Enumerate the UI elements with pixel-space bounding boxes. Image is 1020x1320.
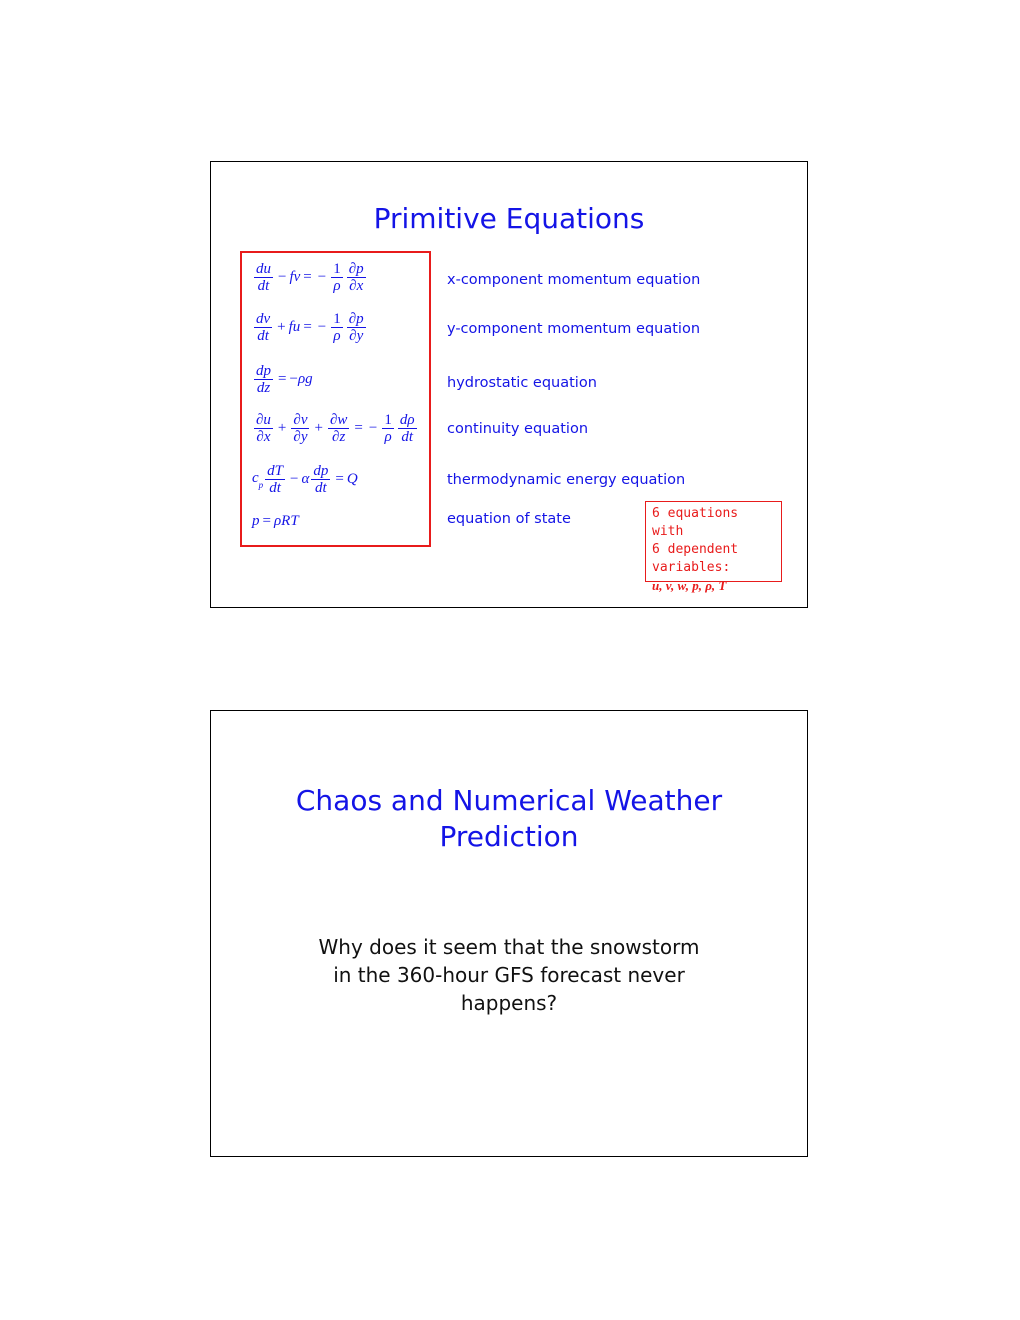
title-line: Chaos and Numerical Weather (295, 784, 723, 817)
slide-body (271, 933, 747, 1017)
slide-title: Primitive Equations (373, 202, 645, 235)
note-line: 6 equations with (652, 506, 739, 539)
label-x-momentum: x-component momentum equation (447, 272, 701, 288)
label-state: equation of state (447, 511, 571, 527)
note-line: variables: (652, 560, 731, 575)
variables-note (645, 501, 782, 593)
body-line: Why does it seem that the snowstorm (318, 935, 700, 959)
equation-hydrostatic: $\frac{dp}{dz}$ = − ρg (256, 363, 313, 396)
note-variables: u, v, w, p, ρ, T (652, 578, 727, 593)
label-thermodynamic: thermodynamic energy equation (447, 472, 686, 488)
equations-box (240, 251, 431, 547)
equation-thermodynamic: $c_p$ $\frac{dT}{dt}$ − α $\frac{dp}{dt}$ = Q (252, 463, 358, 496)
label-y-momentum: y-component momentum equation (447, 321, 701, 337)
equation-x-momentum: $\frac{du}{dt}$ − fv = − $\frac{1}{\rho}$ $\frac{\partial p}{\partial x}$ (256, 261, 364, 294)
slide-title (211, 783, 807, 855)
body-line: happens? (460, 991, 558, 1015)
body-line: in the 360-hour GFS forecast never (333, 963, 685, 987)
label-hydrostatic: hydrostatic equation (447, 375, 597, 391)
slide-chaos-nwp (210, 710, 808, 1157)
note-line: 6 dependent (652, 542, 739, 557)
equation-continuity: $\frac{\partial u}{\partial x}$ + $\frac{\partial v}{\partial y}$ + $\frac{\partial w}{\partial z}$ = − $\frac{1}{\rho}$ $\frac{d\rho}{dt}$ (256, 412, 415, 445)
equation-y-momentum: $\frac{dv}{dt}$ + fu = − $\frac{1}{\rho}$ $\frac{\partial p}{\partial y}$ (256, 311, 364, 344)
equation-state: p = ρRT (252, 513, 299, 529)
title-line: Prediction (439, 820, 579, 853)
slide-primitive-equations (210, 161, 808, 608)
label-continuity: continuity equation (447, 421, 589, 437)
